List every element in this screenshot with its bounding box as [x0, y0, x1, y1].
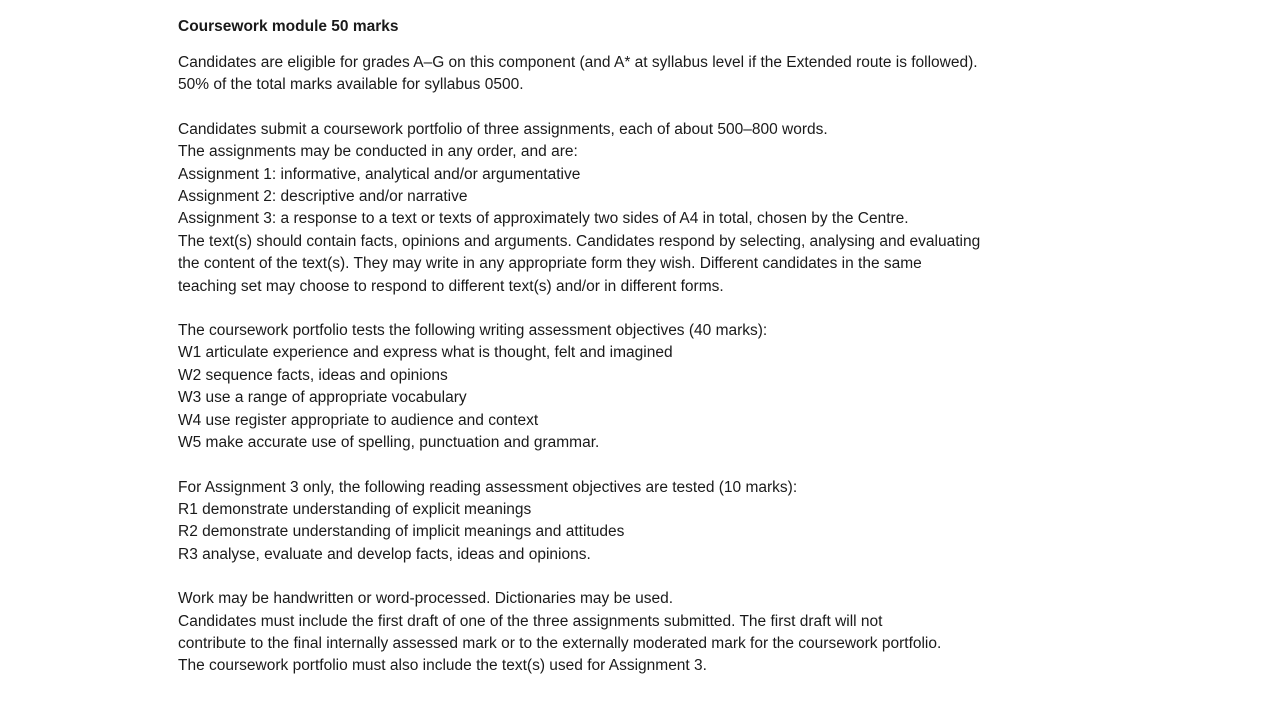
text-line: Assignment 2: descriptive and/or narrative	[178, 188, 468, 206]
text-line: Assignment 3: a response to a text or texts of approximately two sides of A4 in total, chosen by the Centre.	[178, 210, 909, 228]
text-line: The coursework portfolio must also include the text(s) used for Assignment 3.	[178, 657, 707, 675]
paragraph-eligibility	[178, 52, 1238, 97]
paragraph-reading-objectives	[178, 477, 1238, 567]
slide-content	[178, 16, 1238, 700]
text-line: teaching set may choose to respond to different text(s) and/or in different forms.	[178, 277, 724, 295]
text-line: R3 analyse, evaluate and develop facts, ideas and opinions.	[178, 545, 591, 563]
text-line: Work may be handwritten or word-processed. Dictionaries may be used.	[178, 590, 674, 608]
text-line: W2 sequence facts, ideas and opinions	[178, 366, 448, 384]
text-line: R1 demonstrate understanding of explicit meanings	[178, 500, 532, 518]
text-line: The text(s) should contain facts, opinions and arguments. Candidates respond by selecting, analysing and evaluating	[178, 232, 981, 250]
paragraph-writing-objectives	[178, 320, 1238, 454]
text-line: R2 demonstrate understanding of implicit meanings and attitudes	[178, 523, 625, 541]
text-line: The assignments may be conducted in any order, and are:	[178, 143, 578, 161]
text-line: 50% of the total marks available for syllabus 0500.	[178, 76, 524, 94]
text-line: W5 make accurate use of spelling, punctuation and grammar.	[178, 434, 600, 452]
text-line: the content of the text(s). They may write in any appropriate form they wish. Different candidates in the same	[178, 255, 922, 273]
text-line: W1 articulate experience and express what is thought, felt and imagined	[178, 344, 673, 362]
text-line: Candidates are eligible for grades A–G on this component (and A* at syllabus level if the Extended route is followed).	[178, 54, 978, 71]
page-title: Coursework module 50 marks	[178, 18, 399, 35]
text-line: The coursework portfolio tests the following writing assessment objectives (40 marks):	[178, 322, 768, 340]
text-line: Assignment 1: informative, analytical and/or argumentative	[178, 165, 581, 183]
text-line: Candidates must include the first draft of one of the three assignments submitted. The first draft will not	[178, 612, 883, 630]
paragraph-assignments	[178, 119, 1238, 298]
paragraph-submission-rules	[178, 588, 1238, 678]
text-line: W4 use register appropriate to audience and context	[178, 411, 539, 429]
text-line: W3 use a range of appropriate vocabulary	[178, 389, 467, 407]
text-line: For Assignment 3 only, the following reading assessment objectives are tested (10 marks):	[178, 478, 798, 496]
text-line: Candidates submit a coursework portfolio of three assignments, each of about 500–800 words.	[178, 120, 828, 138]
text-line: contribute to the final internally assessed mark or to the externally moderated mark for the coursework portfolio.	[178, 634, 942, 652]
